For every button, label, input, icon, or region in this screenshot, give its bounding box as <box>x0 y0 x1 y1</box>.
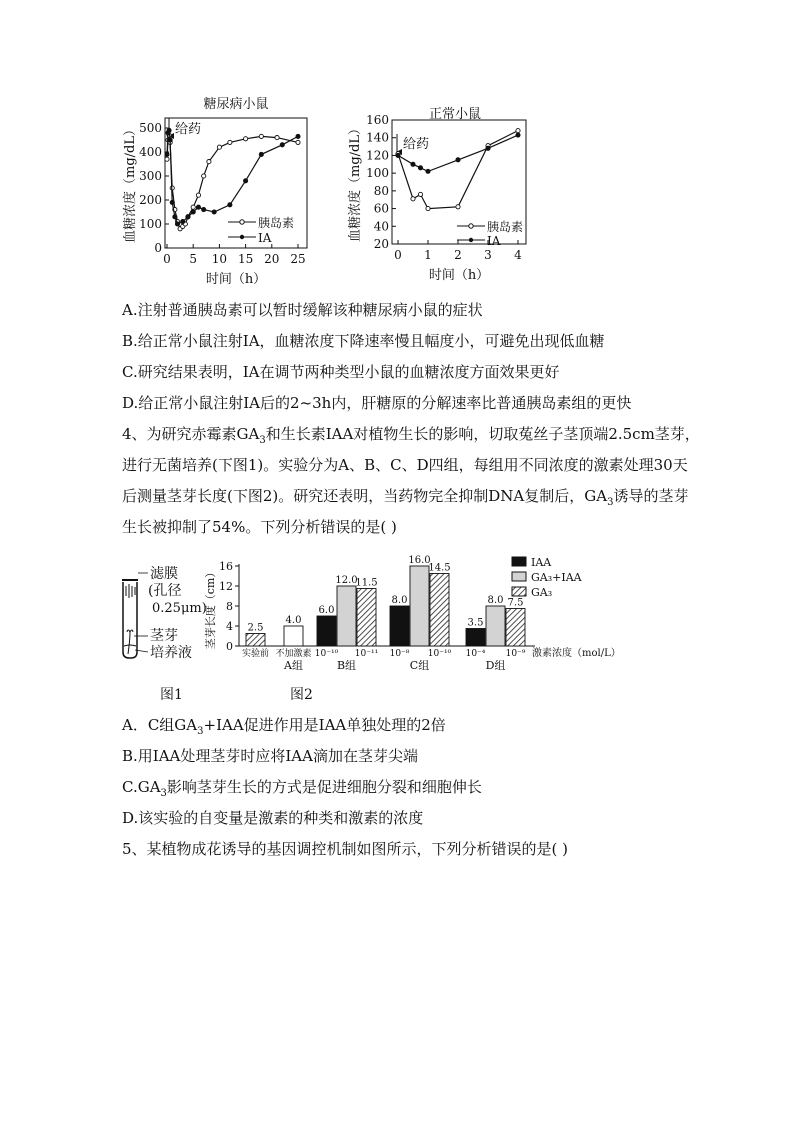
x-tick-label: 2 <box>454 248 462 262</box>
data-point-insulin <box>516 129 520 133</box>
data-point-insulin <box>202 174 206 178</box>
bar-tick-label: 10⁻¹⁰ <box>427 649 452 659</box>
bar-y-tick-label: 12 <box>219 580 233 593</box>
bar-C组-2 <box>430 574 449 647</box>
data-point-ia <box>244 179 248 183</box>
y-tick-label: 100 <box>366 166 389 181</box>
bar-y-tick-label: 4 <box>226 620 233 633</box>
bar-group-label: D组 <box>485 659 506 672</box>
normal-mice-chart <box>345 90 545 290</box>
q4-option-b: B.用IAA处理茎芽时应将IAA滴加在茎芽尖端 <box>122 747 418 765</box>
figure-2-caption: 图2 <box>290 687 313 703</box>
data-point-insulin <box>228 140 232 144</box>
series-line-ia <box>167 130 298 224</box>
q4-option-a <box>122 715 446 742</box>
bar-group-label: B组 <box>336 659 357 672</box>
option-b-line: B.给正常小鼠注射IA，血糖浓度下降速率慢且幅度小，可避免出现低血糖 <box>122 332 605 350</box>
data-point-ia <box>456 158 460 162</box>
membrane-label: 滤膜 <box>150 566 178 582</box>
data-point-ia <box>259 152 263 156</box>
q4-oc-sub: 3 <box>160 788 167 799</box>
bar-value-label: 2.5 <box>247 622 264 634</box>
legend-ga3: GA₃ <box>531 586 553 599</box>
data-point-ia <box>228 203 232 207</box>
q4-text-a: 4、为研究赤霉素GA <box>122 425 260 443</box>
y-tick-label: 100 <box>139 217 162 231</box>
chart2-legend-ia: IA <box>487 234 501 248</box>
data-point-ia <box>426 169 430 173</box>
bar-value-label: 11.5 <box>355 577 378 589</box>
figure-1-caption: 图1 <box>160 687 183 703</box>
legend-swatch-ga3 <box>512 587 526 596</box>
data-point-insulin <box>244 137 248 141</box>
legend-iaa: IAA <box>531 556 552 569</box>
data-point-insulin <box>275 136 279 140</box>
data-point-ia <box>202 208 206 212</box>
q4-oa-2: +IAA促进作用是IAA单独处理的2倍 <box>203 716 446 734</box>
option-c-line: C.研究结果表明，IA在调节两种类型小鼠的血糖浓度方面效果更好 <box>122 363 560 381</box>
data-point-insulin <box>418 192 422 196</box>
stem-bud-shape <box>127 630 133 654</box>
q4-sub-c: 3 <box>607 497 614 508</box>
legend-swatch-iaa <box>512 557 526 566</box>
bar-tick-label: 10⁻⁹ <box>505 649 526 659</box>
bar-tick-label: 10⁻⁸ <box>389 649 410 659</box>
y-tick-label: 0 <box>154 241 162 255</box>
y-tick-label: 40 <box>373 219 389 234</box>
data-point-ia <box>296 134 300 138</box>
bar-B组-1 <box>337 586 356 646</box>
bar-D组-1 <box>486 606 505 646</box>
data-point-ia <box>516 133 520 137</box>
medium-label: 培养液 <box>150 645 192 661</box>
y-tick-label: 200 <box>139 193 162 207</box>
bar-value-label: 16.0 <box>408 555 431 566</box>
medium-surface <box>124 645 136 646</box>
chart1-xlabel: 时间（h） <box>205 272 267 287</box>
question-4-line-2: 进行无菌培养(下图1)。实验分为A、B、C、D四组，每组用不同浓度的激素处理30天 <box>122 456 688 474</box>
q4-text-d: 诱导的茎芽 <box>613 487 689 505</box>
stem-bud-bar-chart <box>204 552 621 678</box>
bar-value-label: 3.5 <box>467 617 484 629</box>
bar-y-tick-label: 16 <box>219 560 233 573</box>
y-tick-label: 140 <box>366 130 389 145</box>
x-tick-label: 1 <box>424 248 432 262</box>
data-point-insulin <box>191 205 195 209</box>
data-point-ia <box>175 222 179 226</box>
data-point-insulin <box>296 140 300 144</box>
question-4-line-4: 生长被抑制了54%。下列分析错误的是( ) <box>122 518 397 536</box>
data-point-insulin <box>411 197 415 201</box>
bar-value-label: 8.0 <box>391 595 408 606</box>
q4-option-d: D.该实验的自变量是激素的种类和激素的浓度 <box>122 809 424 827</box>
chart1-dose-label: 给药 <box>175 122 202 137</box>
bar-C组-0 <box>390 606 409 646</box>
bar-tick-label: 不加激素 <box>275 649 312 659</box>
bar-value-label: 6.0 <box>318 605 335 616</box>
bar-ylabel: 茎芽长度（cm） <box>204 566 217 650</box>
chart2-legend-insulin: 胰岛素 <box>487 220 524 234</box>
y-tick-label: 160 <box>366 113 389 127</box>
bar-A组-0 <box>284 626 303 646</box>
chart2-xlabel: 时间（h） <box>428 268 490 283</box>
tube-diagram <box>118 562 218 672</box>
bar-group-label: C组 <box>409 659 430 672</box>
membrane-hatch <box>126 584 135 598</box>
x-tick-label: 10 <box>211 252 228 266</box>
data-point-ia <box>280 143 284 147</box>
bar-group-label: A组 <box>284 659 303 672</box>
x-tick-label: 5 <box>189 252 198 266</box>
data-point-ia <box>170 200 174 204</box>
q4-option-c <box>122 777 482 804</box>
data-point-insulin <box>259 134 263 138</box>
option-d-line: D.给正常小鼠注射IA后的2~3h内，肝糖原的分解速率比普通胰岛素组的更快 <box>122 394 632 412</box>
chart2-dose-label: 给药 <box>403 137 430 152</box>
chart1-legend <box>228 215 294 245</box>
x-tick-label: 4 <box>514 248 522 262</box>
data-point-ia <box>418 166 422 170</box>
diabetic-mice-chart <box>120 90 320 290</box>
data-point-ia <box>165 152 169 156</box>
option-a-line: A.注射普通胰岛素可以暂时缓解该种糖尿病小鼠的症状 <box>122 301 483 319</box>
pore-label-1: (孔径 <box>148 583 182 599</box>
q4-oc-1: C.GA <box>122 778 161 796</box>
q4-sub-a: 3 <box>259 435 266 446</box>
data-point-ia <box>396 153 400 157</box>
data-point-ia <box>411 162 415 166</box>
y-tick-label: 500 <box>139 121 162 135</box>
data-point-insulin <box>207 160 211 164</box>
data-point-ia <box>168 138 172 142</box>
x-tick-label: 0 <box>163 252 171 266</box>
q4-oa-1: A．C组GA <box>122 716 198 734</box>
y-tick-label: 400 <box>139 145 162 159</box>
bar-xlabel: 激素浓度（mol/L） <box>532 648 621 659</box>
bar-B组-2 <box>357 589 376 647</box>
data-point-ia <box>173 215 177 219</box>
bar-baseline-0 <box>246 634 265 647</box>
chart2-ylabel: 血糖浓度（mg/dL） <box>348 122 363 242</box>
bar-legend <box>512 556 583 599</box>
bar-C组-1 <box>410 566 429 646</box>
bar-tick-label: 10⁻⁴ <box>465 649 486 659</box>
bar-D组-0 <box>466 629 485 647</box>
question-5: 5、某植物成花诱导的基因调控机制如图所示，下列分析错误的是( ) <box>122 840 569 858</box>
y-tick-label: 80 <box>373 183 389 198</box>
chart2-title: 正常小鼠 <box>428 107 482 122</box>
x-tick-label: 25 <box>290 252 306 266</box>
data-point-insulin <box>456 205 460 209</box>
chart1-legend-ia: IA <box>258 231 272 245</box>
bar-D组-2 <box>506 609 525 647</box>
chart1-ylabel: 血糖浓度（mg/dL） <box>123 123 138 243</box>
q4-text-c: 后测量茎芽长度(下图2)。研究还表明，当药物完全抑制DNA复制后，GA <box>122 487 608 505</box>
bud-label: 茎芽 <box>150 628 178 644</box>
data-point-insulin <box>196 193 200 197</box>
y-tick-label: 60 <box>373 201 389 216</box>
chart1-legend-insulin: 胰岛素 <box>258 216 295 230</box>
y-tick-label: 20 <box>373 237 389 251</box>
bar-y-tick-label: 8 <box>226 600 233 613</box>
bar-value-label: 12.0 <box>335 575 358 586</box>
bar-value-label: 14.5 <box>428 562 451 574</box>
bar-B组-0 <box>317 616 336 646</box>
y-tick-label: 120 <box>366 148 389 163</box>
data-point-ia <box>196 205 200 209</box>
legend-ga3-iaa: GA₃+IAA <box>531 571 582 584</box>
data-point-insulin <box>165 157 169 161</box>
data-point-insulin <box>426 206 430 210</box>
bar-value-label: 7.5 <box>507 597 524 609</box>
data-point-insulin <box>217 145 221 149</box>
data-point-ia <box>167 128 171 132</box>
data-point-ia <box>486 146 490 150</box>
pore-label-2: 0.25μm) <box>152 601 207 616</box>
data-point-ia <box>181 220 185 224</box>
bar-value-label: 4.0 <box>285 615 302 626</box>
bar-tick-label: 实验前 <box>241 649 270 659</box>
data-point-ia <box>212 210 216 214</box>
x-tick-label: 20 <box>264 252 280 266</box>
legend-swatch-ga3-iaa <box>512 572 526 581</box>
bar-tick-label: 10⁻¹¹ <box>354 649 379 659</box>
data-point-ia <box>186 215 190 219</box>
question-4-line-1 <box>122 424 700 451</box>
x-tick-label: 0 <box>394 248 402 262</box>
bar-y-tick-label: 0 <box>226 640 233 653</box>
x-tick-label: 3 <box>484 248 492 262</box>
y-tick-label: 300 <box>139 169 162 183</box>
bar-tick-label: 10⁻¹⁰ <box>314 649 339 659</box>
bar-value-label: 8.0 <box>487 595 504 606</box>
q4-text-b: 和生长素IAA对植物生长的影响，切取菟丝子茎顶端2.5cm茎芽， <box>265 425 700 443</box>
question-4-line-3 <box>122 486 688 513</box>
q4-oc-2: 影响茎芽生长的方式是促进细胞分裂和细胞伸长 <box>166 778 482 796</box>
q4-oa-sub: 3 <box>197 726 204 737</box>
data-point-ia <box>191 210 195 214</box>
x-tick-label: 15 <box>237 252 254 266</box>
chart1-title: 糖尿病小鼠 <box>203 97 269 112</box>
